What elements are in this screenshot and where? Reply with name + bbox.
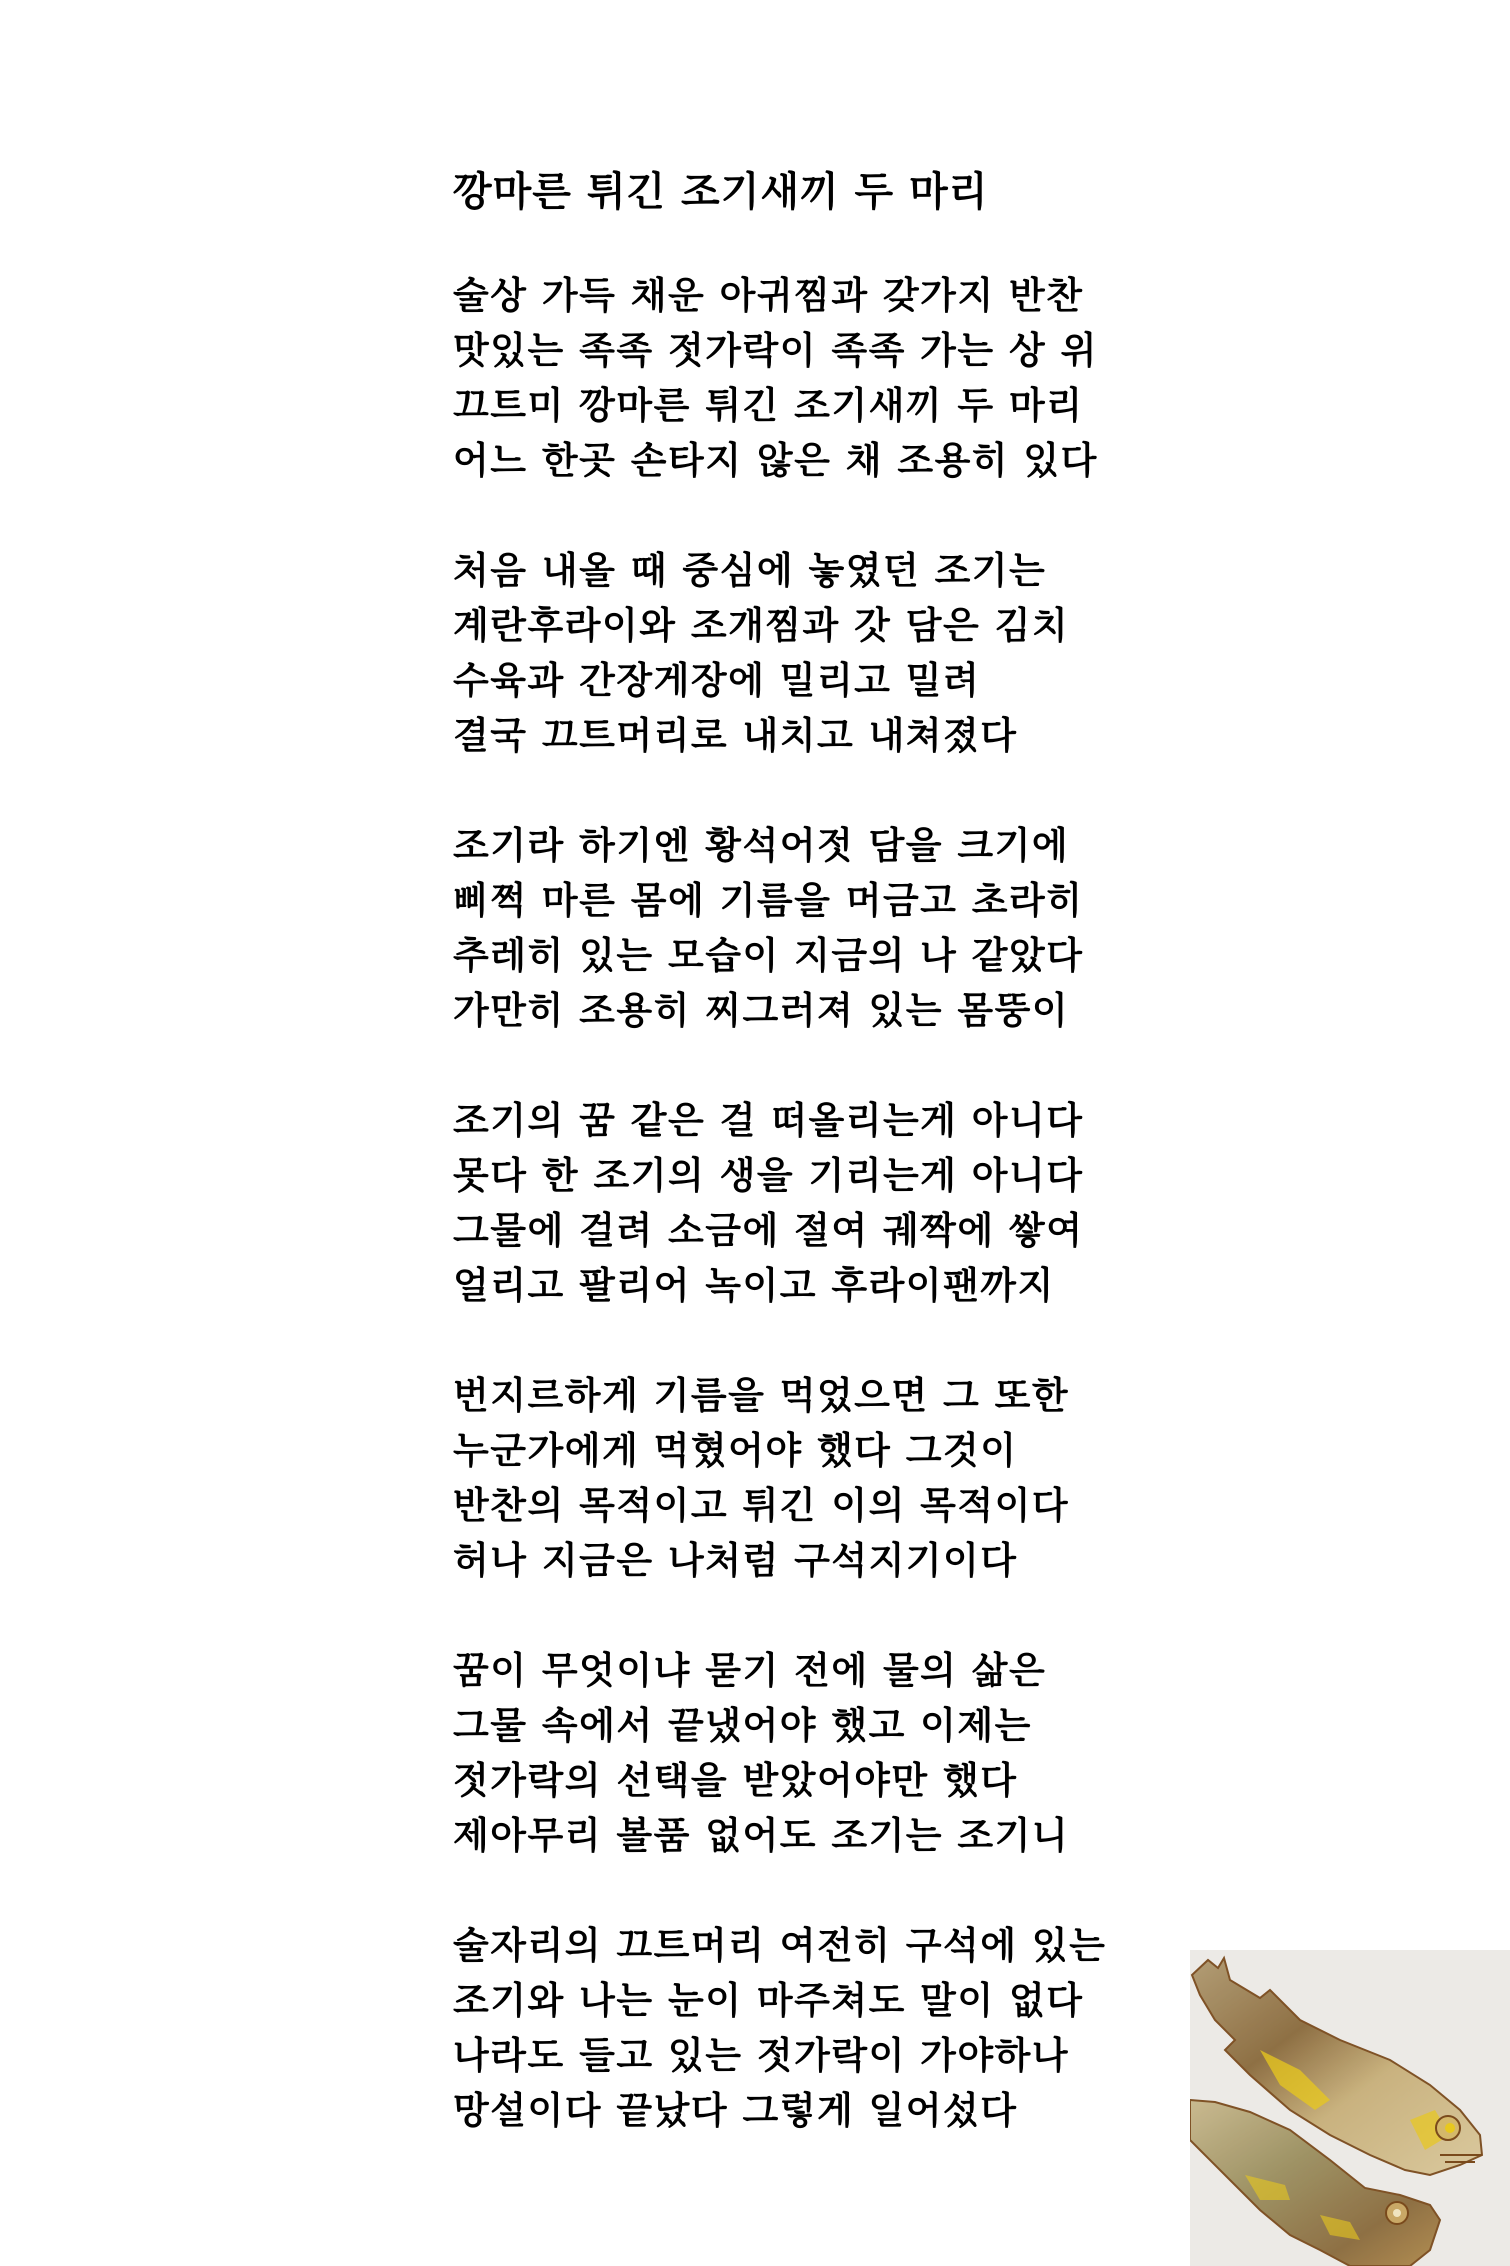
poem-line: 처음 내올 때 중심에 놓였던 조기는 (453, 549, 1047, 592)
poem-line: 결국 끄트머리로 내치고 내쳐졌다 (453, 714, 1018, 757)
poem-line: 못다 한 조기의 생을 기리는게 아니다 (453, 1154, 1084, 1197)
stanza-3 (453, 818, 1213, 1038)
poem-line: 조기의 꿈 같은 걸 떠올리는게 아니다 (453, 1099, 1084, 1142)
fish-watercolor-icon (1190, 1950, 1510, 2266)
poem (453, 160, 1213, 2193)
poem-line: 그물에 걸려 소금에 절여 궤짝에 쌓여 (453, 1209, 1084, 1252)
poem-line: 조기와 나는 눈이 마주쳐도 말이 없다 (453, 1979, 1084, 2022)
stanza-4 (453, 1093, 1213, 1313)
poem-line: 반찬의 목적이고 튀긴 이의 목적이다 (453, 1484, 1070, 1527)
poem-line: 누군가에게 먹혔어야 했다 그것이 (453, 1429, 1018, 1472)
stanza-7 (453, 1918, 1213, 2138)
fish-illustration (1190, 1950, 1510, 2266)
stanza-6 (453, 1643, 1213, 1863)
poem-line: 번지르하게 기름을 먹었으면 그 또한 (453, 1374, 1070, 1417)
stanza-5 (453, 1368, 1213, 1588)
poem-title: 깡마른 튀긴 조기새끼 두 마리 (453, 169, 989, 215)
poem-line: 술상 가득 채운 아귀찜과 갖가지 반찬 (453, 274, 1084, 317)
poem-line: 맛있는 족족 젓가락이 족족 가는 상 위 (453, 329, 1098, 372)
poem-line: 조기라 하기엔 황석어젓 담을 크기에 (453, 824, 1070, 867)
poem-line: 끄트미 깡마른 튀긴 조기새끼 두 마리 (453, 384, 1084, 427)
stanza-1 (453, 268, 1213, 488)
poem-line: 그물 속에서 끝냈어야 했고 이제는 (453, 1704, 1032, 1747)
poem-line: 허나 지금은 나처럼 구석지기이다 (453, 1539, 1018, 1582)
poem-line: 가만히 조용히 찌그러져 있는 몸뚱이 (453, 989, 1070, 1032)
poem-line: 수육과 간장게장에 밀리고 밀려 (453, 659, 981, 702)
poem-line: 계란후라이와 조개찜과 갓 담은 김치 (453, 604, 1070, 647)
poem-line: 삐쩍 마른 몸에 기름을 머금고 초라히 (453, 879, 1084, 922)
poem-line: 제아무리 볼품 없어도 조기는 조기니 (453, 1814, 1070, 1857)
poem-line: 나라도 들고 있는 젓가락이 가야하나 (453, 2034, 1070, 2077)
poem-line: 젓가락의 선택을 받았어야만 했다 (453, 1759, 1018, 1802)
poem-line: 어느 한곳 손타지 않은 채 조용히 있다 (453, 439, 1098, 482)
stanza-2 (453, 543, 1213, 763)
poem-line: 술자리의 끄트머리 여전히 구석에 있는 (453, 1924, 1107, 1967)
poem-line: 망설이다 끝났다 그렇게 일어섰다 (453, 2089, 1018, 2132)
poem-line: 추레히 있는 모습이 지금의 나 같았다 (453, 934, 1084, 977)
poem-line: 얼리고 팔리어 녹이고 후라이팬까지 (453, 1264, 1055, 1307)
poem-line: 꿈이 무엇이냐 묻기 전에 물의 삶은 (453, 1649, 1047, 1692)
